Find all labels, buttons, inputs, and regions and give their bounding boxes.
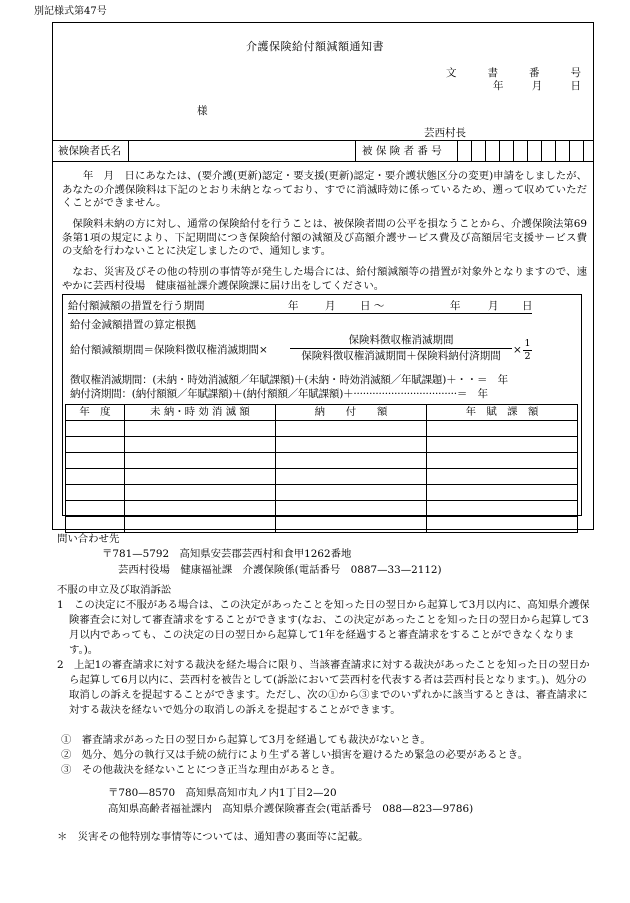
formula-line-2: 納付済期間：(納付額額／年賦課額)＋(納付額額／年賦課額)＋·································＝ 年 xyxy=(70,388,488,400)
table-cell[interactable] xyxy=(427,469,578,485)
period-start-day: 日 〜 xyxy=(360,300,385,312)
date-day: 日 xyxy=(570,80,581,92)
period-end-year: 年 xyxy=(450,300,461,312)
formula-fraction xyxy=(290,333,512,363)
table-row xyxy=(66,485,578,501)
table-cell[interactable] xyxy=(427,485,578,501)
period-start-month: 月 xyxy=(325,300,336,312)
table-cell[interactable] xyxy=(125,469,276,485)
table-cell[interactable] xyxy=(276,453,427,469)
period-label: 給付額減額の措置を行う期間 xyxy=(68,299,240,314)
appeal-item-2: 2 上記1の審査請求に対する裁決を経た場合に限り、当該審査請求に対する裁決があったことを知った日の翌日から起算して6月以内に、芸西村を被告として(訴訟において芸西村を代表する者は芸西村長となります。)、処分の取消しの訴えを提起することができます。ただし、次の①から③までのいずれかに該当するときは、審査請求に対する裁決を経ないで処分の取消しの訴えを提起することができます。 xyxy=(57,659,590,716)
table-row xyxy=(66,469,578,485)
body-paragraph-2: 保険料未納の方に対し、通常の保険給付を行うことは、被保険者間の公平を損なうことから、介護保険法第69条第1項の規定により、下記期間につき保険給付額の減額及び高額介護サービス費及び高額居宅支援サービス費の支給を行わないことに決定しましたので、通知します。 xyxy=(62,218,587,257)
insured-number-digit[interactable] xyxy=(486,141,500,161)
column-header: 年 度 xyxy=(66,405,125,421)
insured-number-digit[interactable] xyxy=(556,141,570,161)
formula-denominator: 保険料徴収権消滅期間＋保険料納付済期間 xyxy=(301,350,501,363)
table-cell[interactable] xyxy=(276,501,427,517)
docnum-char: 文 xyxy=(446,67,457,79)
docnum-char: 号 xyxy=(570,67,581,79)
formula-numerator: 保険料徴収権消滅期間 xyxy=(290,333,512,349)
table-header-row xyxy=(66,405,578,421)
table-row xyxy=(66,453,578,469)
table-cell[interactable] xyxy=(66,453,125,469)
footnote: ＊ 災害その他特別な事情等については、通知書の裏面等に記載。 xyxy=(57,831,369,843)
table-cell[interactable] xyxy=(125,421,276,437)
appeal-sub-3: ③ その他裁決を経ないことにつき正当な理由があるとき。 xyxy=(61,764,341,776)
appeal-sub-1: ① 審査請求があった日の翌日から起算して3月を経過しても裁決がないとき。 xyxy=(61,734,431,746)
basis-label: 給付金減額措置の算定根拠 xyxy=(70,319,196,331)
docnum-char: 番 xyxy=(529,67,540,79)
formula-line-1: 徴収権消滅期間：(未納・時効消滅額／年賦課額)＋(未納・時効消滅額／年賦課題)＋・・＝ 年 xyxy=(70,374,508,386)
insured-number-digit[interactable] xyxy=(472,141,486,161)
table-cell[interactable] xyxy=(125,517,276,533)
table-cell[interactable] xyxy=(125,501,276,517)
appeal-sub-2: ② 処分、処分の執行又は手続の続行により生ずる著しい損害を避けるため緊急の必要があるとき。 xyxy=(61,749,529,761)
insured-number-digit[interactable] xyxy=(528,141,542,161)
half-denominator: 2 xyxy=(524,351,531,362)
table-row xyxy=(66,421,578,437)
period-start-year: 年 xyxy=(288,300,299,312)
table-cell[interactable] xyxy=(276,421,427,437)
insured-number-digit[interactable] xyxy=(584,141,594,161)
insured-number-digit[interactable] xyxy=(514,141,528,161)
column-header: 年 賦 課 額 xyxy=(427,405,578,421)
half-numerator: 1 xyxy=(524,338,531,349)
date-month: 月 xyxy=(531,80,543,92)
yearly-amount-table xyxy=(65,404,578,533)
addressee-suffix: 様 xyxy=(197,105,208,117)
table-cell[interactable] xyxy=(66,485,125,501)
times-sign: × xyxy=(513,344,522,356)
table-row xyxy=(66,501,578,517)
table-cell[interactable] xyxy=(66,517,125,533)
body-paragraph-3: なお、災害及びその他の特別の事情等が発生した場合には、給付額減額等の措置が対象外となりますので、速やかに芸西村役場 健康福祉課介護保険課に届け出をしてください。 xyxy=(62,266,587,292)
table-cell[interactable] xyxy=(66,469,125,485)
issue-date xyxy=(493,79,581,93)
appeal-address: 〒780—8570 高知県高知市丸ノ内1丁目2—20 xyxy=(108,787,337,799)
page-title: 介護保険給付額減額通知書 xyxy=(246,40,384,53)
appeal-item-1: 1 この決定に不服がある場合は、この決定があったことを知った日の翌日から起算して3月以内に、高知県介護保険審査会に対して審査請求をすることができます(なお、この決定があったことを知った日の翌日から起算して3月以内であっても、この決定の日の翌日から起算して1年を経過すると審査請求をすることができなくなります。)。 xyxy=(57,599,590,656)
issuer: 芸西村長 xyxy=(424,127,466,139)
table-cell[interactable] xyxy=(276,517,427,533)
insured-number-digit[interactable] xyxy=(500,141,514,161)
period-end-month: 月 xyxy=(488,300,499,312)
table-cell[interactable] xyxy=(276,437,427,453)
table-cell[interactable] xyxy=(276,485,427,501)
insured-number-digit[interactable] xyxy=(542,141,556,161)
appeal-office: 高知県高齢者福祉課内 高知県介護保険審査会(電話番号 088—823—9786) xyxy=(108,803,474,815)
table-cell[interactable] xyxy=(66,501,125,517)
table-cell[interactable] xyxy=(66,421,125,437)
contact-office: 芸西村役場 健康福祉課 介護保険係(電話番号 0887—33—2112) xyxy=(118,564,442,576)
table-cell[interactable] xyxy=(427,501,578,517)
table-row xyxy=(66,517,578,533)
table-cell[interactable] xyxy=(125,485,276,501)
appeal-heading: 不服の申立及び取消訴訟 xyxy=(57,584,172,596)
insured-name-field[interactable] xyxy=(129,141,356,161)
table-cell[interactable] xyxy=(427,453,578,469)
body-paragraph-1: 年 月 日にあなたは、(要介護(更新)認定・要支援(更新)認定・要介護状態区分の変更)申請をしましたが、あなたの介護保険料は下記のとおり未納となっており、すでに消滅時効に係っているため、遡って収めていただくことができません。 xyxy=(62,170,587,209)
table-row xyxy=(66,437,578,453)
table-cell[interactable] xyxy=(427,517,578,533)
formula-lhs: 給付額減額期間＝保険料徴収権消滅期間× xyxy=(70,344,268,356)
table-cell[interactable] xyxy=(125,453,276,469)
date-year: 年 xyxy=(493,80,504,92)
table-cell[interactable] xyxy=(276,469,427,485)
table-cell[interactable] xyxy=(427,421,578,437)
insured-number-label: 被 保 険 者 番 号 xyxy=(356,141,458,161)
column-header: 未 納・時 効 消 滅 額 xyxy=(125,405,276,421)
table-cell[interactable] xyxy=(66,437,125,453)
contact-address: 〒781—5792 高知県安芸郡芸西村和食甲1262番地 xyxy=(102,548,352,560)
table-cell[interactable] xyxy=(427,437,578,453)
period-end-day: 日 xyxy=(522,300,533,312)
table-cell[interactable] xyxy=(125,437,276,453)
insured-name-label: 被保険者氏名 xyxy=(52,141,129,161)
insured-number-digit[interactable] xyxy=(458,141,472,161)
column-header: 納 付 額 xyxy=(276,405,427,421)
docnum-char: 書 xyxy=(487,67,498,79)
insured-number-digit[interactable] xyxy=(570,141,584,161)
insured-info-row xyxy=(52,140,594,162)
contact-heading: 問い合わせ先 xyxy=(57,533,120,545)
half-fraction xyxy=(523,338,532,362)
form-id: 別記様式第47号 xyxy=(34,6,107,17)
